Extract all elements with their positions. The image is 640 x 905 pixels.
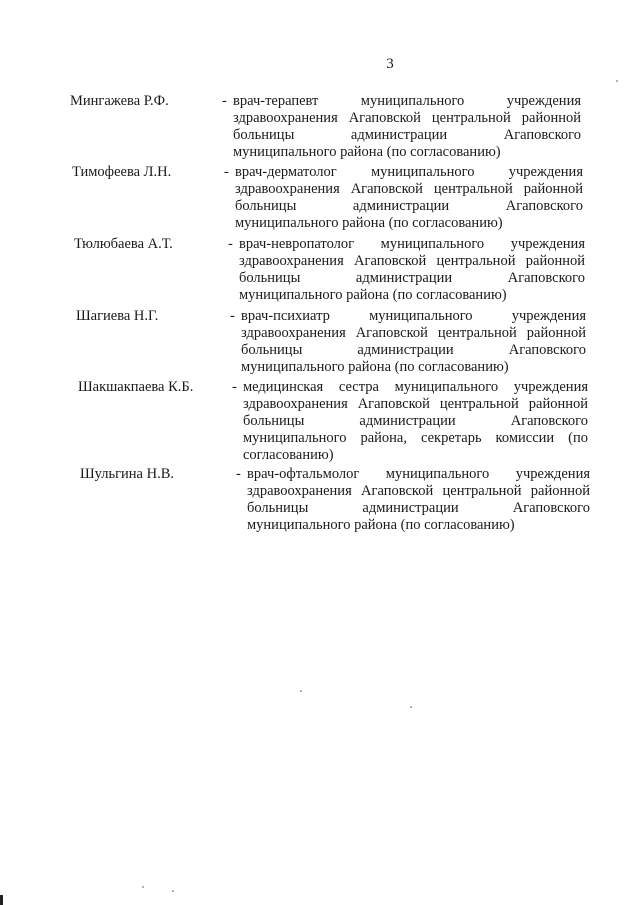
scan-speck [410, 706, 412, 708]
dash-separator: - [224, 164, 229, 180]
dash-separator: - [232, 379, 237, 395]
member-role: врач-психиатр муниципального учреждения здравоохранения Агаповской центральной районной больницы администрации Агаповского муниципального района (по согласованию) [241, 308, 586, 375]
dash-separator: - [228, 236, 233, 252]
member-role: врач-терапевт муниципального учреждения здравоохранения Агаповской центральной районной больницы администрации Агаповского муниципального района (по согласованию) [233, 93, 581, 160]
member-name: Мингажева Р.Ф. [70, 93, 169, 109]
member-role: врач-офтальмолог муниципального учреждения здравоохранения Агаповской центральной районной больницы администрации Агаповского муниципального района (по согласованию) [247, 466, 590, 533]
dash-separator: - [236, 466, 241, 482]
scan-speck [616, 80, 618, 82]
member-name: Тюлюбаева А.Т. [74, 236, 173, 252]
member-role: медицинская сестра муниципального учреждения здравоохранения Агаповской центральной районной больницы администрации Агаповского муниципального района, секретарь комиссии (по согласованию) [243, 379, 588, 463]
member-role: врач-невропатолог муниципального учреждения здравоохранения Агаповской центральной районной больницы администрации Агаповского муниципального района (по согласованию) [239, 236, 585, 303]
scan-edge-mark [0, 895, 3, 905]
member-name: Шульгина Н.В. [80, 466, 175, 482]
scan-speck [300, 690, 302, 692]
dash-separator: - [230, 308, 235, 324]
member-name: Шакшакпаева К.Б. [78, 379, 194, 395]
dash-separator: - [222, 93, 227, 109]
member-role: врач-дерматолог муниципального учреждения здравоохранения Агаповской центральной районной больницы администрации Агаповского муниципального района (по согласованию) [235, 164, 583, 231]
page-number: 3 [386, 56, 394, 72]
member-name: Тимофеева Л.Н. [72, 164, 172, 180]
scan-speck [142, 886, 144, 888]
scan-speck [172, 890, 174, 892]
member-name: Шагиева Н.Г. [76, 308, 159, 324]
